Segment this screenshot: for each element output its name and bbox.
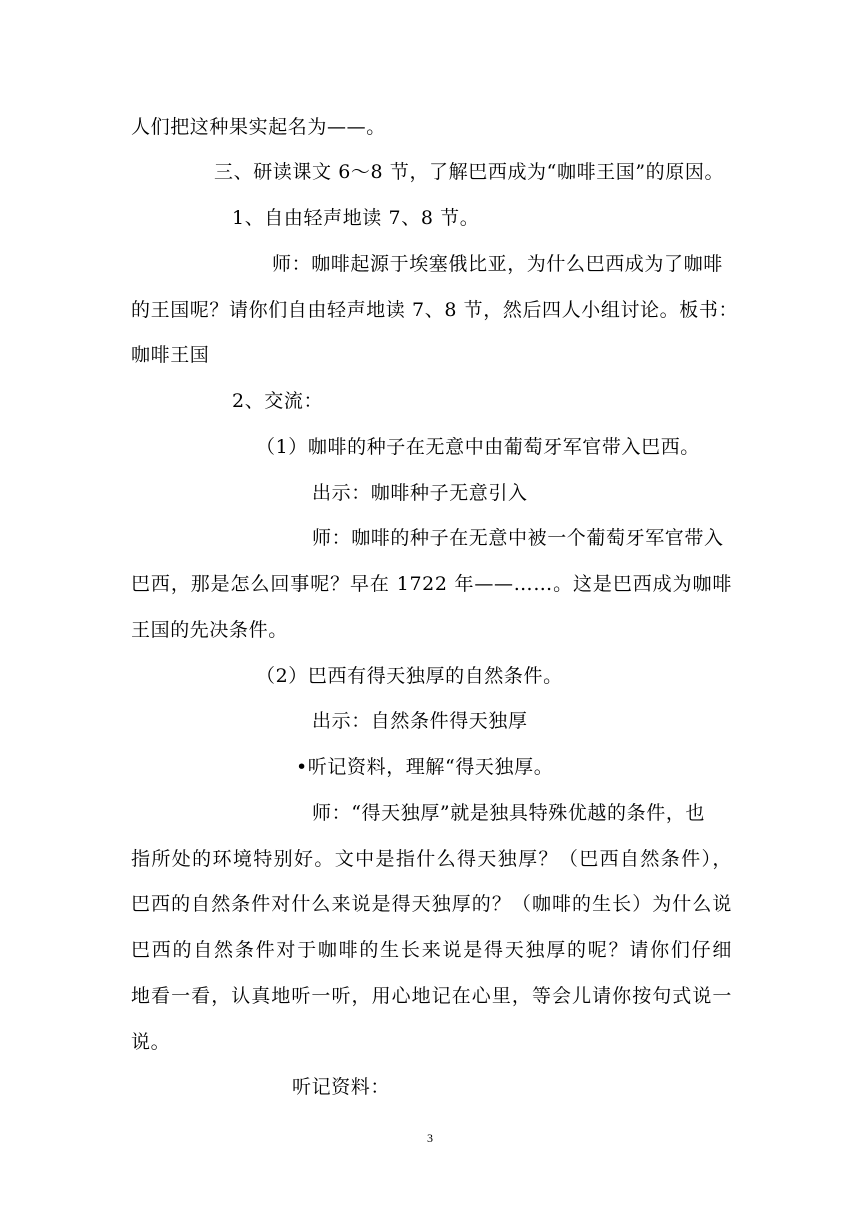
- display-2: 出示：自然条件得天独厚: [312, 710, 528, 732]
- subpoint-2: （2）巴西有得天独厚的自然条件。: [256, 665, 563, 687]
- step-1-heading: 1、自由轻声地读 7、8 节。: [232, 207, 480, 229]
- section-heading: 三、研读课文 6～8 节，了解巴西成为“咖啡王国”的原因。: [214, 161, 725, 183]
- text-line-17: 指所处的环境特别好。文中是指什么得天独厚？（巴西自然条件），: [131, 848, 732, 870]
- text-line-16: 师：“得天独厚”就是独具特殊优越的条件，也: [312, 802, 706, 824]
- text-line-20: 地看一看，认真地听一听，用心地记在心里，等会儿请你按句式说一: [131, 985, 732, 1007]
- text-line-12: 王国的先决条件。: [131, 619, 288, 641]
- text-line-6: 咖啡王国: [131, 344, 210, 366]
- text-line-11: 巴西，那是怎么回事呢？早在 1722 年——……。这是巴西成为咖啡: [131, 573, 732, 595]
- text-line-18: 巴西的自然条件对什么来说是得天独厚的？（咖啡的生长）为什么说: [131, 893, 732, 915]
- text-line-21: 说。: [131, 1031, 171, 1053]
- page-number: 3: [427, 1131, 433, 1145]
- text-line-5: 的王国呢？请你们自由轻声地读 7、8 节，然后四人小组讨论。板书：: [131, 299, 739, 321]
- text-line-4: 师：咖啡起源于埃塞俄比亚，为什么巴西成为了咖啡: [272, 253, 723, 275]
- text-line-19: 巴西的自然条件对于咖啡的生长来说是得天独厚的呢？请你们仔细: [131, 939, 732, 961]
- subpoint-1: （1）咖啡的种子在无意中由葡萄牙军官带入巴西。: [256, 436, 700, 458]
- step-2-heading: 2、交流：: [232, 390, 324, 412]
- text-line-10: 师：咖啡的种子在无意中被一个葡萄牙军官带入: [312, 527, 724, 549]
- text-line-22: 听记资料：: [292, 1076, 391, 1098]
- display-1: 出示：咖啡种子无意引入: [312, 482, 528, 504]
- bullet-item: •听记资料，理解“得天独厚。: [296, 756, 554, 778]
- text-line-1: 人们把这种果实起名为——。: [131, 116, 386, 138]
